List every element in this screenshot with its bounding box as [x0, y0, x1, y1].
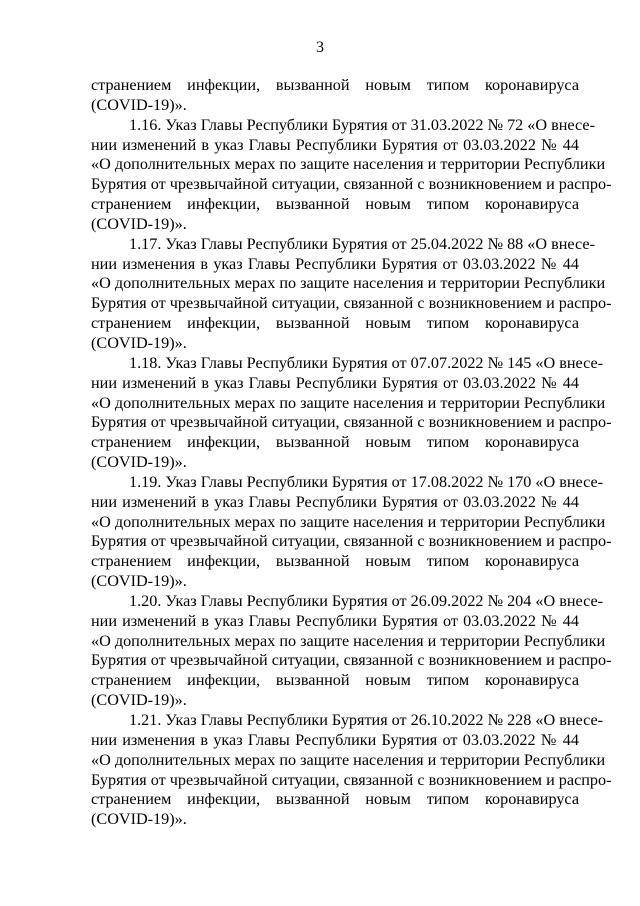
text-line: странением инфекции, вызванной новым типом коронавируса [91, 433, 579, 452]
text-line: странением инфекции, вызванной новым типом коронавируса [91, 671, 579, 690]
paragraph-first-line: 1.18. Указ Главы Республики Бурятия от 07.07.2022 № 145 «О внесе- [129, 353, 604, 372]
text-line: (COVID-19)». [91, 453, 187, 472]
paragraph-first-line: 1.16. Указ Главы Республики Бурятия от 31.03.2022 № 72 «О внесе- [129, 115, 595, 134]
text-line: «О дополнительных мерах по защите населения и территории Республики [91, 750, 606, 769]
text-line: Бурятия от чрезвычайной ситуации, связанной с возникновением и распро- [91, 294, 612, 313]
text-line: Бурятия от чрезвычайной ситуации, связанной с возникновением и распро- [91, 413, 612, 432]
text-line: Бурятия от чрезвычайной ситуации, связанной с возникновением и распро- [91, 770, 612, 789]
text-line: нии изменений в указ Главы Республики Бурятия от 03.03.2022 № 44 [91, 611, 579, 630]
text-line: нии изменений в указ Главы Республики Бурятия от 03.03.2022 № 44 [91, 135, 579, 154]
text-line: (COVID-19)». [91, 810, 187, 829]
text-line: нии изменения в указ Главы Республики Бурятия от 03.03.2022 № 44 [91, 254, 579, 273]
paragraph-first-line: 1.19. Указ Главы Республики Бурятия от 17.08.2022 № 170 «О внесе- [129, 472, 604, 491]
text-line: странением инфекции, вызванной новым типом коронавируса [91, 195, 579, 214]
text-line: (COVID-19)». [91, 572, 187, 591]
text-line: (COVID-19)». [91, 691, 187, 710]
text-line: нии изменений в указ Главы Республики Бурятия от 03.03.2022 № 44 [91, 373, 579, 392]
text-line: (COVID-19)». [91, 214, 187, 233]
text-line: странением инфекции, вызванной новым типом коронавируса [91, 314, 579, 333]
text-line: (COVID-19)». [91, 333, 187, 352]
text-line: Бурятия от чрезвычайной ситуации, связанной с возникновением и распро- [91, 532, 612, 551]
text-line: «О дополнительных мерах по защите населения и территории Республики [91, 631, 606, 650]
text-line: «О дополнительных мерах по защите населения и территории Республики [91, 512, 606, 531]
text-line: странением инфекции, вызванной новым типом коронавируса [91, 552, 579, 571]
document-body [91, 76, 612, 830]
text-line: нии изменения в указ Главы Республики Бурятия от 03.03.2022 № 44 [91, 730, 579, 749]
paragraph-first-line: 1.20. Указ Главы Республики Бурятия от 26.09.2022 № 204 «О внесе- [129, 591, 604, 610]
page-number: 3 [316, 39, 324, 56]
text-line: (COVID-19)». [91, 95, 187, 114]
text-line: «О дополнительных мерах по защите населения и территории Республики [91, 274, 606, 293]
paragraph-first-line: 1.17. Указ Главы Республики Бурятия от 25.04.2022 № 88 «О внесе- [129, 234, 595, 253]
text-line: нии изменений в указ Главы Республики Бурятия от 03.03.2022 № 44 [91, 492, 579, 511]
text-line: «О дополнительных мерах по защите населения и территории Республики [91, 155, 606, 174]
text-line: странением инфекции, вызванной новым типом коронавируса [91, 76, 579, 94]
text-line: «О дополнительных мерах по защите населения и территории Республики [91, 393, 606, 412]
paragraph-first-line: 1.21. Указ Главы Республики Бурятия от 26.10.2022 № 228 «О внесе- [129, 711, 604, 729]
text-line: странением инфекции, вызванной новым типом коронавируса [91, 790, 579, 809]
text-line: Бурятия от чрезвычайной ситуации, связанной с возникновением и распро- [91, 651, 612, 670]
text-line: Бурятия от чрезвычайной ситуации, связанной с возникновением и распро- [91, 175, 612, 194]
